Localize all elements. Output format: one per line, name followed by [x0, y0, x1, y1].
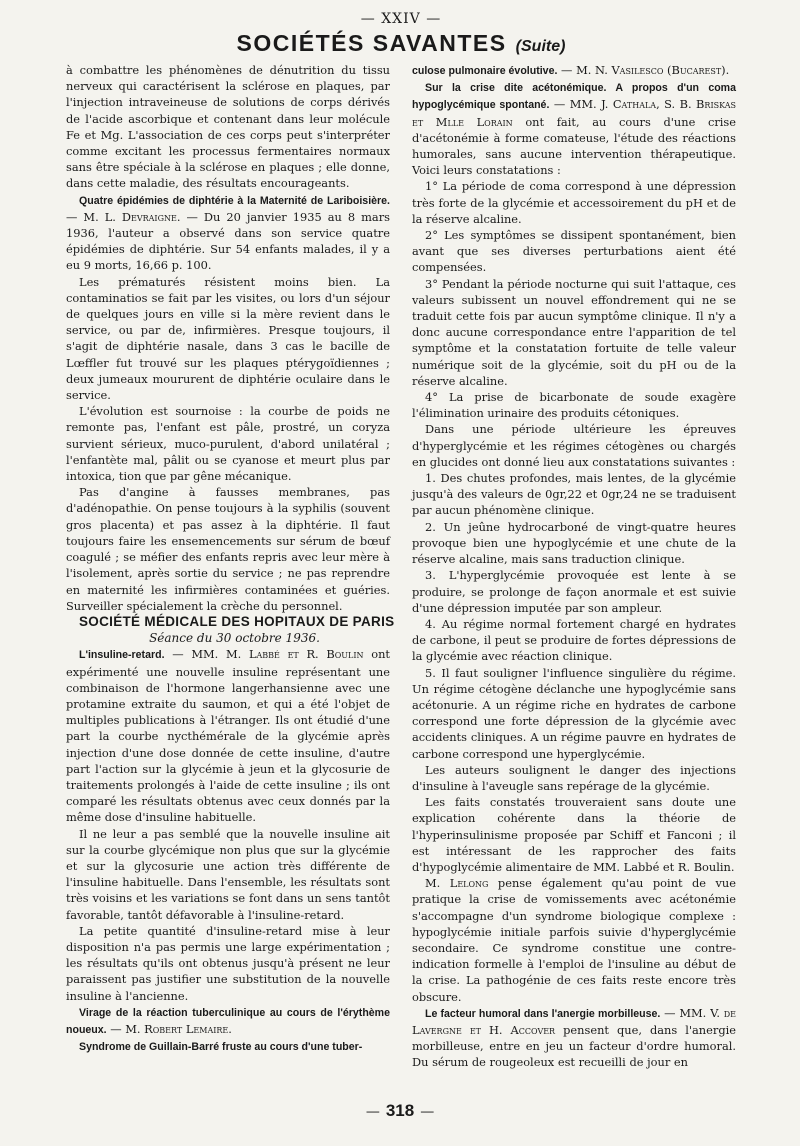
item-text: ont fait, au cours d'une crise d'acétonémie à forme comateuse, l'étude des réactions humorales, sans aucune intervention thérapeutique. Voici leurs constatations :: [412, 114, 736, 178]
paragraph: 2. Un jeûne hydrocarboné de vingt-quatre heures provoque bien une hypoglycémie et une chute de la réserve alcaline, mais sans traduction clinique.: [412, 519, 736, 567]
page-number: 318: [385, 1101, 415, 1120]
right-column: [412, 62, 736, 1071]
paragraph: Pas d'angine à fausses membranes, pas d'adénopathie. On pense toujours à la syphilis (souvent gros placenta) et pas assez à la diphtérie. Il faut toujours faire les ensemencements sur sérum de bœuf coagulé ; se méfier des enfants repris avec leur mère à l'isolement, après sortie du service ; ne pas reprendre en maternité les infirmières contaminées et guéries. Surveiller spécialement la crèche du personnel.: [66, 485, 390, 613]
item-title: L'insuline-retard.: [79, 649, 165, 662]
paragraph: 4. Au régime normal fortement chargé en hydrates de carbone, il peut se produire de fortes dépressions de la glycémie avec réaction clinique.: [412, 616, 736, 664]
item-author: MM. V. de Lavergne et H. Accover: [412, 1005, 736, 1037]
item-author: M. N. Vasilesco (Bucarest).: [576, 63, 730, 77]
roman-page-number: — XXIV —: [360, 11, 442, 27]
page-number-footer: [0, 1101, 800, 1121]
item-author: M. Lelong: [425, 876, 489, 891]
session-date: Séance du 30 octobre 1936.: [149, 631, 320, 646]
item-text: ont expérimenté une nouvelle insuline représentant une combinaison de l'hormone langerhansienne avec une protamine extraite du saumon, et qui a été l'objet de multiples publications à l'étranger. Ils ont étudié d'une part la courbe nycthémérale de la glycémie après injection d'une dose donnée de cette insuline, d'autre part l'action sur la glycémie à jeun et la glycosurie de traitements prolongés à l'aide de cette insuline ; ils ont comparé les résultats obtenus avec ceux donnés par la même dose d'insuline habituelle.: [66, 647, 390, 825]
left-column: [66, 62, 395, 1071]
paragraph: Dans une période ultérieure les épreuves d'hyperglycémie et les régimes cétogènes ou chargés en glucides ont donné lieu aux constatations suivantes :: [412, 422, 736, 469]
section-heading: SOCIÉTÉ MÉDICALE DES HOPITAUX DE PARIS: [79, 613, 395, 629]
item-title: culose pulmonaire évolutive.: [412, 65, 558, 77]
paragraph: Quatre épidémies de diphtérie à la Maternité de Lariboisière. — M. L. Devraigne. — Du 20 janvier 1935 au 8 mars 1936, l'auteur a observé dans son service quatre épidémies de diphtérie. Sur 54 enfants malades, il y a eu 9 morts, 16,66 p. 100.: [66, 194, 391, 273]
paragraph: Les prématurés résistent moins bien. La contaminatios se fait par les visites, ou lors d'un séjour de quelques jours en ville si la mère revient dans le service, ou par de, infirmières. Presque toujours, il s'agit de diphtérie nasale, dans 3 cas le bacille de Lœffler fut trouvé sur les plaques ptérygoïdiennes ; deux jumeaux moururent de diphtérie oculaire dans le service.: [66, 274, 390, 403]
paragraph: L'évolution est sournoise : la courbe de poids ne remonte pas, l'enfant est pâle, prostré, un coryza survient sérieux, muco-purulent, d'abord unilatéral ; l'enfantète mal, pâlit ou se cyanose et meurt plus par intoxica, tion que par gêne mécanique.: [66, 404, 390, 484]
paragraph: La petite quantité d'insuline-retard mise à leur disposition n'a pas permis une large expérimentation ; les résultats qu'ils ont obtenus jusqu'à présent ne leur paraissent pas justifier une substitution de la nouvelle insuline à l'ancienne.: [66, 923, 390, 1003]
paragraph: [412, 875, 736, 1005]
paragraph: culose pulmonaire évolutive. — M. N. Vasilesco (Bucarest).: [412, 63, 730, 77]
paragraph: à combattre les phénomènes de dénutrition du tissu nerveux qui caractérisent la sclérose en plaques, par l'injection intraveineuse de solutions de corps dérivés de l'acide ascorbique et contenant dans leur molécule Fe et Mg. L'association de ces corps peut s'interpréter comme excitant les processus fermentaires normaux sans être spéciale à la sclérose en plaques ; elle donne, dans cette maladie, des résultats encourageants.: [66, 63, 390, 191]
paragraph: 5. Il faut souligner l'influence singulière du régime. Un régime cétogène déclanche une hypoglycémie sans acétonurie. A un régime riche en hydrates de carbone correspond une forte dépression de la glycémie avec accidents cliniques. A un régime pauvre en hydrates de carbone correspond une hyperglycémie.: [412, 665, 736, 761]
dash-left: —: [365, 1104, 380, 1120]
paragraph: 1° La période de coma correspond à une dépression très forte de la glycémie et accessoirement du pH et de la réserve alcaline.: [412, 179, 736, 226]
two-column-body: [66, 62, 736, 1071]
paragraph: L'insuline-retard. — MM. M. Labbé et R. Boulin ont expérimenté une nouvelle insuline représentant une combinaison de l'hormone langerhansienne avec une protamine extraite du saumon, et qui a été l'objet de multiples publications à l'étranger. Ils ont étudié d'une part la courbe nycthémérale de la glycémie après injection d'une dose donnée de cette insuline, d'autre part l'action sur la glycémie à jeun et la glycosurie de traitements prolongés à l'aide de cette insuline ; ils ont comparé les résultats obtenus avec ceux donnés par la même dose d'insuline habituelle.: [66, 647, 390, 825]
paragraph: Sur la crise dite acétonémique. A propos d'un coma hypoglycémique spontané. — MM. J. Cathala, S. B. Briskas et Mlle Lorain ont fait, au cours d'une crise d'acétonémie à forme comateuse, l'étude des réactions humorales, sans aucune intervention thérapeutique. Voici leurs constatations :: [412, 82, 736, 178]
item-author: M. Robert Lemaire.: [125, 1021, 232, 1036]
running-title-main: SOCIÉTÉS SAVANTES: [236, 30, 507, 56]
item-author: M. L. Devraigne.: [83, 209, 181, 224]
paragraph: Virage de la réaction tuberculinique au cours de l'érythème noueux. — M. Robert Lemaire.: [66, 1006, 390, 1036]
item-author: MM. M. Labbé et R. Boulin: [191, 647, 364, 662]
item-text: Du 20 janvier 1935 au 8 mars 1936, l'auteur a observé dans son service quatre épidémies de diphtérie. Sur 54 enfants malades, il y a eu 9 morts, 16,66 p. 100.: [66, 209, 391, 273]
item-author: MM. J. Cathala, S. B. Briskas et Mlle Lorain: [412, 97, 736, 129]
paragraph: 1. Des chutes profondes, mais lentes, de la glycémie jusqu'à des valeurs de 0gr,22 et 0gr,24 ne se traduisent par aucun phénomène clinique.: [412, 471, 736, 518]
item-title: Sur la crise dite acétonémique. A propos d'un coma hypoglycémique spontané.: [412, 82, 736, 112]
paragraph: Il ne leur a pas semblé que la nouvelle insuline ait sur la courbe glycémique non plus que sur la glycémie et sur la glycosurie une action très différente de l'insuline habituelle. Dans l'ensemble, les résultats sont très voisins et les variations se font dans un sens tantôt favorable, tantôt défavorable à l'insuline-retard.: [66, 826, 390, 922]
paragraph: 3. L'hyperglycémie provoquée est lente à se produire, se prolonge de façon anormale et est suivie d'une dépression imputée par son ampleur.: [412, 568, 736, 615]
item-title: Virage de la réaction tuberculinique au cours de l'érythème noueux.: [66, 1006, 390, 1036]
paragraph: Le facteur humoral dans l'anergie morbilleuse. — MM. V. de Lavergne et H. Accover pensent que, dans l'anergie morbilleuse, entre en jeu un facteur d'ordre humoral. Du sérum de rougeoleux est recueilli de jour en: [412, 1005, 737, 1070]
paragraph: 2° Les symptômes se dissipent spontanément, bien avant que ses diverses perturbations aient été compensées.: [412, 228, 736, 275]
paragraph: Les auteurs soulignent le danger des injections d'insuline à l'aveugle sans repérage de la glycémie.: [412, 762, 736, 793]
item-text: pense également qu'au point de vue pratique la crise de vomissements avec acétonémie s'accompagne d'un syndrome biologique complexe : hypoglycémie initiale parfois suivie d'hyperglycémie secondaire. Ce syndrome constitue une contre-indication formelle à l'emploi de l'insuline au début de la crise. La pathogénie de ces faits reste encore très obscure.: [412, 876, 737, 1004]
item-title: Le facteur humoral dans l'anergie morbilleuse.: [425, 1007, 661, 1020]
item-title: Quatre épidémies de diphtérie à la Maternité de Lariboisière.: [79, 194, 390, 207]
paragraph: Les faits constatés trouveraient sans doute une explication cohérente dans la théorie de l'hyperinsulinisme proposée par Schiff et Fanconi ; il est intéressant de les rapprocher des faits d'hypoglycémie alimentaire de MM. Labbé et R. Boulin.: [412, 795, 736, 874]
running-title-suite: (Suite): [515, 38, 566, 55]
item-text: pensent que, dans l'anergie morbilleuse, entre en jeu un facteur d'ordre humoral. Du sérum de rougeoleux est recueilli de jour en: [412, 1022, 737, 1070]
paragraph: [66, 1038, 390, 1055]
paragraph: 3° Pendant la période nocturne qui suit l'attaque, ces valeurs subissent un nouvel effondrement qui ne se traduit cette fois par aucun symptôme clinique. Il n'y a donc aucune correspondance entre l'apparition de tel symptôme et la constatation fortuite de telle valeur numérique soit de la glycémie, soit du pH ou de la réserve alcaline.: [412, 276, 736, 388]
item-title: Syndrome de Guillain-Barré fruste au cours d'une tuber-: [79, 1041, 363, 1054]
running-title: [66, 28, 736, 62]
dash-right: —: [420, 1104, 435, 1120]
paragraph: 4° La prise de bicarbonate de soude exagère l'élimination urinaire des produits cétoniques.: [412, 390, 736, 421]
